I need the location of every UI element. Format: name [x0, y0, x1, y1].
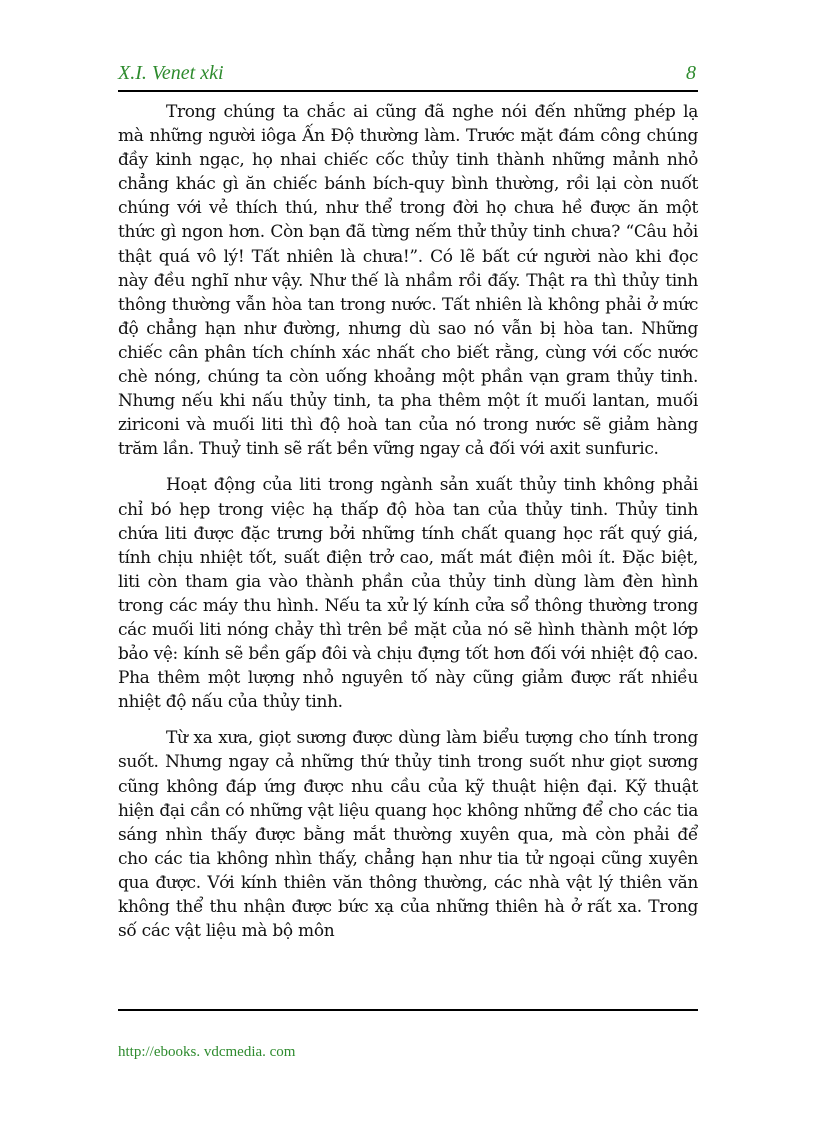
page-header [118, 60, 698, 92]
body-text [118, 100, 698, 955]
book-author-title: X.I. Venet xki [118, 62, 224, 84]
page-number: 8 [686, 62, 696, 84]
paragraph: Hoạt động của liti trong ngành sản xuất thủy tinh không phải chỉ bó hẹp trong việc hạ thấp độ hòa tan của thủy tinh. Thủy tinh chứa liti được đặc trưng bởi những tính chất quang học rất quý giá, tính chịu nhiệt tốt, suất điện trở cao, mất mát điện môi ít. Đặc biệt, liti còn tham gia vào thành phần của thủy tinh dùng làm đèn hình trong các máy thu hình. Nếu ta xử lý kính cửa sổ thông thường trong các muối liti nóng chảy thì trên bề mặt của nó sẽ hình thành một lớp bảo vệ: kính sẽ bền gấp đôi và chịu đựng tốt hơn đối với nhiệt độ cao. Pha thêm một lượng nhỏ nguyên tố này cũng giảm được rất nhiều nhiệt độ nấu của thủy tinh. [118, 475, 698, 713]
paragraph: Từ xa xưa, giọt sương được dùng làm biểu tượng cho tính trong suốt. Nhưng ngay cả những thứ thủy tinh trong suốt như giọt sương cũng không đáp ứng được nhu cầu của kỹ thuật hiện đại. Kỹ thuật hiện đại cần có những vật liệu quang học không những để cho các tia sáng nhìn thấy được bằng mắt thường xuyên qua, mà còn phải để cho các tia không nhìn thấy, chẳng hạn như tia tử ngoại cũng xuyên qua được. Với kính thiên văn thông thường, các nhà vật lý thiên văn không thể thu nhận được bức xạ của những thiên hà ở rất xa. Trong số các vật liệu mà bộ môn [118, 728, 698, 942]
footer-url-link[interactable]: http://ebooks. vdcmedia. com [118, 1044, 296, 1060]
paragraph: Trong chúng ta chắc ai cũng đã nghe nói đến những phép lạ mà những người iôga Ấn Độ thường làm. Trước mặt đám công chúng đầy kinh ngạc, họ nhai chiếc cốc thủy tinh thành những mảnh nhỏ chẳng khác gì ăn chiếc bánh bích-quy bình thường, rồi lại còn nuốt chúng với vẻ thích thú, như thể trong đời họ chưa hề được ăn một thức gì ngon hơn. Còn bạn đã từng nếm thử thủy tinh chưa? “Câu hỏi thật quá vô lý! Tất nhiên là chưa!”. Có lẽ bất cứ người nào khi đọc này đều nghĩ như vậy. Như thế là nhầm rồi đấy. Thật ra thì thủy tinh thông thường vẫn hòa tan trong nước. Tất nhiên là không phải ở mức độ chẳng hạn như đường, nhưng dù sao nó vẫn bị hòa tan. Những chiếc cân phân tích chính xác nhất cho biết rằng, cùng với cốc nước chè nóng, chúng ta còn uống khoảng một phần vạn gram thủy tinh. Nhưng nếu khi nấu thủy tinh, ta pha thêm một ít muối lantan, muối ziriconi và muối liti thì độ hoà tan của nó trong nước sẽ giảm hàng trăm lần. Thuỷ tinh sẽ rất bền vững ngay cả đối với axit sunfuric. [118, 102, 698, 460]
footer-divider [118, 1009, 698, 1011]
